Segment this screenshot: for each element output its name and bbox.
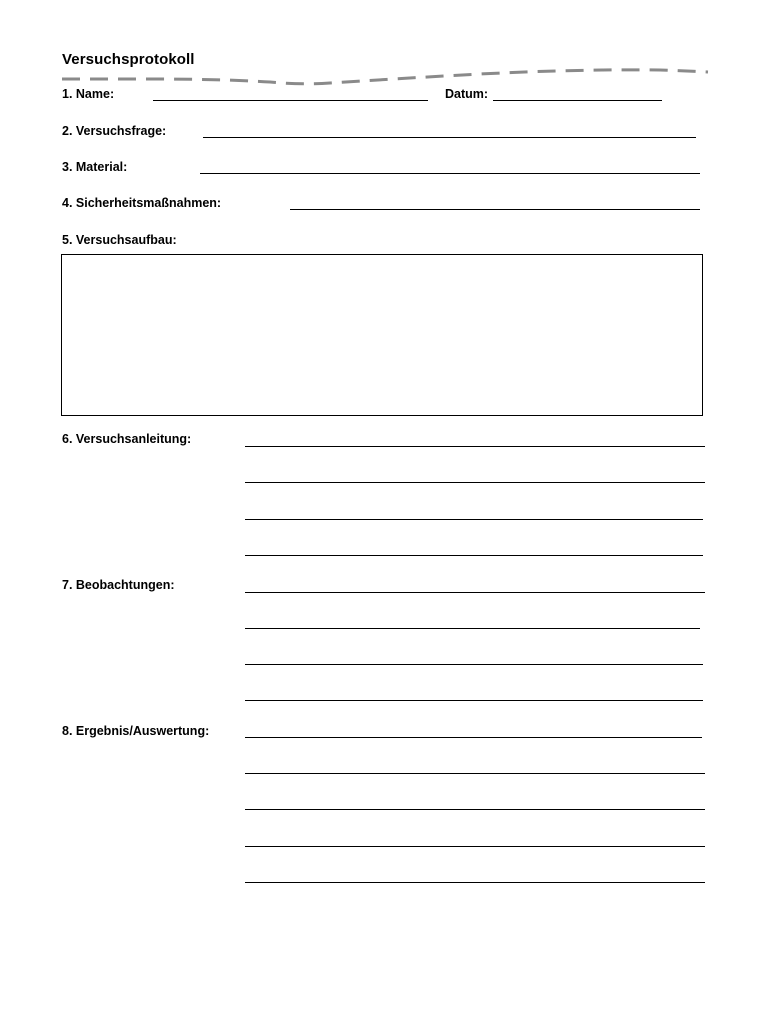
versuchsaufbau-drawing-box[interactable] [61,254,703,416]
ergebnis-line-2[interactable] [245,773,705,774]
beobachtungen-line-2[interactable] [245,628,700,629]
sicherheit-field[interactable] [290,209,700,210]
ergebnis-line-4[interactable] [245,846,705,847]
ergebnis-line-5[interactable] [245,882,705,883]
beobachtungen-line-4[interactable] [245,700,703,701]
decorative-dashed-wave [60,66,710,86]
ergebnis-label: 8. Ergebnis/Auswertung: [62,724,210,738]
versuchsanleitung-label: 6. Versuchsanleitung: [62,432,192,446]
name-field[interactable] [153,100,428,101]
versuchsfrage-field[interactable] [203,137,696,138]
beobachtungen-line-3[interactable] [245,664,703,665]
versuchsanleitung-line-3[interactable] [245,519,703,520]
versuchsanleitung-line-1[interactable] [245,446,705,447]
name-label: 1. Name: [62,87,115,101]
versuchsaufbau-label: 5. Versuchsaufbau: [62,233,177,247]
versuchsanleitung-line-2[interactable] [245,482,705,483]
ergebnis-line-3[interactable] [245,809,705,810]
beobachtungen-label: 7. Beobachtungen: [62,578,175,592]
document-title: Versuchsprotokoll [62,51,195,68]
beobachtungen-line-1[interactable] [245,592,705,593]
material-label: 3. Material: [62,160,128,174]
versuchsanleitung-line-4[interactable] [245,555,703,556]
sicherheit-label: 4. Sicherheitsmaßnahmen: [62,196,222,210]
datum-label: Datum: [445,87,489,101]
ergebnis-line-1[interactable] [245,737,702,738]
datum-field[interactable] [493,100,662,101]
versuchsfrage-label: 2. Versuchsfrage: [62,124,167,138]
material-field[interactable] [200,173,700,174]
